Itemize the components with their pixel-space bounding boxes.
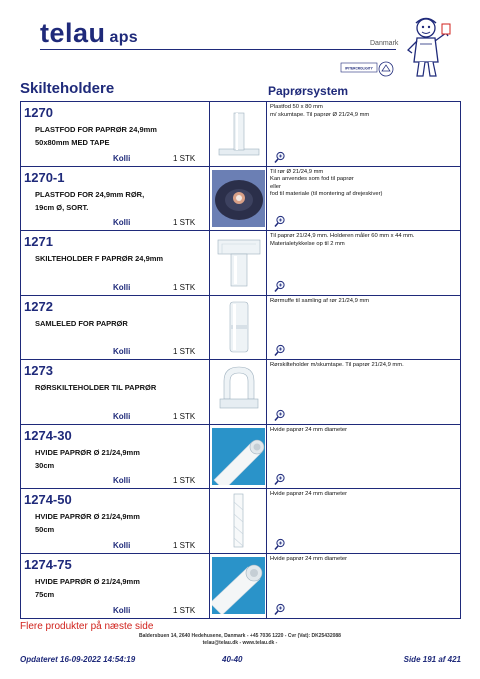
- product-name-line: HVIDE PAPRØR Ø 21/24,9mm: [35, 512, 140, 521]
- kolli-label: Kolli: [113, 153, 131, 163]
- logo-suffix-text: aps: [109, 29, 139, 46]
- product-number[interactable]: 1270: [24, 105, 53, 120]
- product-name: [35, 381, 207, 394]
- page-header: [0, 0, 480, 80]
- product-photo[interactable]: [212, 299, 265, 356]
- more-products-note[interactable]: Flere produkter på næste side: [20, 621, 154, 632]
- product-name: [35, 188, 207, 214]
- product-name-line: HVIDE PAPRØR Ø 21/24,9mm: [35, 576, 140, 586]
- product-desc-line: m/ skumtape. Til paprør Ø 21/24,9 mm: [270, 111, 370, 118]
- product-image-cell: [210, 296, 267, 360]
- product-quantity: 1 STK: [173, 476, 196, 485]
- product-quantity: 1 STK: [173, 282, 196, 292]
- product-quantity: 1 STK: [173, 540, 196, 550]
- magnifier-zoom-icon[interactable]: [274, 151, 286, 163]
- product-info-cell: [21, 296, 210, 360]
- kolli-label: Kolli: [113, 218, 131, 227]
- magnifier-zoom-icon[interactable]: [274, 409, 286, 421]
- product-info-cell: [21, 554, 210, 619]
- category-title: Skilteholdere: [20, 80, 115, 97]
- product-image-cell: [210, 231, 267, 295]
- product-name-line: 50cm: [35, 525, 55, 534]
- product-image-cell: [210, 167, 267, 231]
- product-description: [270, 427, 458, 435]
- product-desc-line: Hvide paprør 24 mm diameter: [270, 426, 347, 433]
- product-description: [270, 362, 458, 370]
- kolli-label: Kolli: [113, 476, 131, 485]
- product-photo[interactable]: [212, 170, 265, 227]
- product-description: [270, 556, 458, 564]
- updated-timestamp: Opdateret 16-09-2022 14:54:19: [20, 655, 136, 664]
- country-label: Danmark: [370, 40, 399, 47]
- product-description: [270, 298, 458, 306]
- product-table: [20, 101, 461, 619]
- product-description-cell: [267, 231, 460, 295]
- magnifier-zoom-icon[interactable]: [274, 538, 286, 550]
- product-image-cell: [210, 554, 267, 619]
- product-number[interactable]: 1271: [24, 234, 53, 249]
- product-info-cell: [21, 489, 210, 553]
- product-photo[interactable]: [212, 492, 265, 549]
- product-quantity: 1 STK: [173, 411, 196, 421]
- product-info-cell: [21, 167, 210, 231]
- product-row[interactable]: [21, 231, 460, 296]
- product-desc-line: Til rør Ø 21/24,9 mm: [270, 168, 324, 175]
- magnifier-zoom-icon[interactable]: [274, 215, 286, 227]
- product-quantity: 1 STK: [173, 218, 196, 227]
- kolli-label: Kolli: [113, 347, 131, 356]
- category-subtitle: Paprørsystem: [268, 84, 349, 98]
- product-desc-line: fod til materiale (til montering af drejeskiver): [270, 191, 383, 198]
- product-desc-line: Kan anvendes som fod til paprør: [270, 176, 354, 183]
- product-number[interactable]: 1274-50: [24, 492, 72, 507]
- product-name-line: 50x80mm MED TAPE: [35, 138, 110, 147]
- product-name-line: 75cm: [35, 589, 55, 599]
- product-name-line: PLASTFOD FOR PAPRØR 24,9mm: [35, 125, 157, 134]
- product-desc-line: Rørskilteholder m/skumtape. Til paprør 21/24,9 mm.: [270, 362, 404, 368]
- product-description-cell: [267, 554, 460, 619]
- product-info-cell: [21, 425, 210, 489]
- stamp-text: IPITERCROLIGITY: [345, 66, 373, 71]
- product-row[interactable]: [21, 425, 460, 490]
- logo-main-text: telau: [40, 18, 106, 48]
- kolli-label: Kolli: [113, 282, 131, 292]
- product-name-line: HVIDE PAPRØR Ø 21/24,9mm: [35, 447, 140, 457]
- product-row[interactable]: [21, 554, 460, 619]
- product-desc-line: Rørmuffe til samling af rør 21/24,9 mm: [270, 297, 370, 304]
- product-row[interactable]: [21, 296, 460, 361]
- product-name: [35, 510, 207, 536]
- product-desc-line: eller: [270, 183, 281, 190]
- product-row[interactable]: [21, 167, 460, 232]
- product-description-cell: [267, 425, 460, 489]
- product-image-cell: [210, 489, 267, 553]
- product-name: [35, 317, 207, 330]
- product-name-line: 19cm Ø, SORT.: [35, 202, 89, 212]
- certification-stamp-icon: [340, 60, 394, 78]
- product-photo[interactable]: [212, 557, 265, 614]
- product-desc-line: Hvide paprør 24 mm diameter: [270, 491, 347, 497]
- page-footer: [0, 655, 480, 667]
- product-name: [35, 123, 207, 149]
- product-quantity: 1 STK: [173, 153, 196, 163]
- product-description-cell: [267, 489, 460, 553]
- product-number[interactable]: 1274-30: [24, 427, 72, 443]
- product-number[interactable]: 1273: [24, 363, 53, 378]
- address-line-2: telau@telau.dk - www.telau.dk -: [202, 640, 278, 646]
- product-desc-line: Plastfod 50 x 80 mm: [270, 104, 323, 110]
- product-info-cell: [21, 360, 210, 424]
- product-photo[interactable]: [212, 234, 265, 291]
- kolli-label: Kolli: [113, 411, 131, 421]
- product-row[interactable]: [21, 102, 460, 167]
- product-description-cell: [267, 102, 460, 166]
- product-photo[interactable]: [212, 105, 265, 162]
- product-description: [270, 233, 458, 248]
- product-image-cell: [210, 360, 267, 424]
- product-name: [35, 446, 207, 472]
- page-counter: Side 191 af 421: [403, 655, 461, 664]
- product-image-cell: [210, 425, 267, 489]
- product-info-cell: [21, 102, 210, 166]
- product-quantity: 1 STK: [173, 347, 196, 356]
- logo-underline: [40, 49, 396, 50]
- product-desc-line: Til paprør 21/24,9 mm. Holderen måler 60 mm x 44 mm.: [270, 233, 415, 239]
- product-name-line: 30cm: [35, 460, 55, 470]
- product-description-cell: [267, 167, 460, 231]
- page-range: 40-40: [222, 655, 243, 664]
- address-line-1: Baldersbuen 14, 2640 Hedehusene, Danmark - +45 7036 1220 - Cvr (Vat): DK25432088: [139, 633, 341, 639]
- product-image-cell: [210, 102, 267, 166]
- product-number[interactable]: 1270-1: [24, 169, 65, 185]
- product-description: [270, 104, 458, 119]
- product-quantity: 1 STK: [173, 606, 196, 615]
- product-photo[interactable]: [212, 363, 265, 420]
- mascot-figure-icon: [404, 14, 452, 80]
- magnifier-zoom-icon[interactable]: [274, 344, 286, 356]
- product-row[interactable]: [21, 489, 460, 554]
- product-desc-line: Hvide paprør 24 mm diameter: [270, 555, 347, 562]
- product-photo[interactable]: [212, 428, 265, 485]
- telau-logo: [40, 18, 138, 49]
- company-address: [0, 633, 480, 647]
- product-name-line: SKILTEHOLDER F PAPRØR 24,9mm: [35, 254, 164, 263]
- product-description: [270, 169, 458, 199]
- kolli-label: Kolli: [113, 606, 131, 615]
- magnifier-zoom-icon[interactable]: [274, 473, 286, 485]
- product-description-cell: [267, 296, 460, 360]
- product-row[interactable]: [21, 360, 460, 425]
- magnifier-zoom-icon[interactable]: [274, 603, 286, 615]
- product-number[interactable]: 1274-75: [24, 556, 72, 572]
- product-info-cell: [21, 231, 210, 295]
- product-description: [270, 491, 458, 499]
- product-name: [35, 252, 207, 265]
- product-description-cell: [267, 360, 460, 424]
- product-name-line: RØRSKILTEHOLDER TIL PAPRØR: [35, 383, 157, 392]
- product-name-line: PLASTFOD FOR 24,9mm RØR,: [35, 189, 145, 199]
- kolli-label: Kolli: [113, 540, 131, 550]
- product-number[interactable]: 1272: [24, 298, 53, 314]
- product-desc-line: Materialetykkelse op til 2 mm: [270, 240, 345, 247]
- product-name-line: SAMLELED FOR PAPRØR: [35, 318, 128, 328]
- product-name: [35, 575, 207, 601]
- magnifier-zoom-icon[interactable]: [274, 280, 286, 292]
